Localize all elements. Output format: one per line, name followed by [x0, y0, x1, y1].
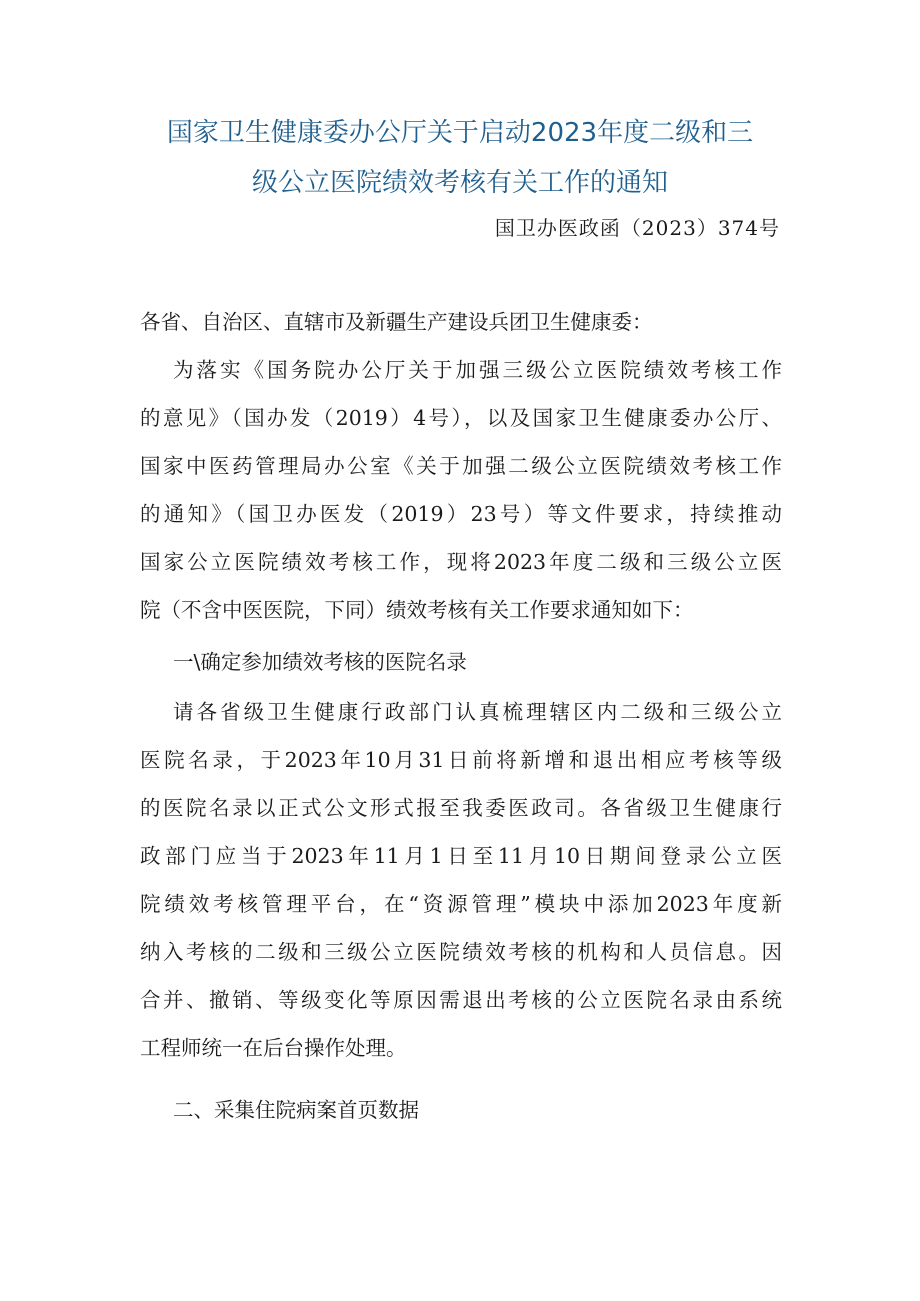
- doc-title-line-2: 级公立医院绩效考核有关工作的通知: [251, 168, 668, 198]
- intro-line-2: 的意见》（国办发（2019）4号），以及国家卫生健康委办公厅、: [140, 406, 782, 430]
- intro-line-4: 的通知》（国卫办医发（2019）23号）等文件要求，持续推动: [140, 502, 782, 526]
- salutation: 各省、自治区、直辖市及新疆生产建设兵团卫生健康委：: [140, 310, 653, 334]
- section-1-line-6: 纳入考核的二级和三级公立医院绩效考核的机构和人员信息。因: [140, 940, 782, 964]
- section-1-line-2: 医院名录，于2023年10月31日前将新增和退出相应考核等级: [140, 748, 782, 772]
- intro-line-3: 国家中医药管理局办公室《关于加强二级公立医院绩效考核工作: [140, 454, 782, 478]
- intro-line-6: 院（不含中医医院，下同）绩效考核有关工作要求通知如下：: [140, 598, 694, 622]
- section-2-heading: 二、采集住院病案首页数据: [173, 1098, 419, 1122]
- section-1-line-3: 的医院名录以正式公文形式报至我委医政司。各省级卫生健康行: [140, 796, 782, 820]
- section-1-line-7: 合并、撤销、等级变化等原因需退出考核的公立医院名录由系统: [140, 988, 782, 1012]
- section-1-line-8: 工程师统一在后台操作处理。: [140, 1036, 407, 1060]
- section-1-line-5: 院绩效考核管理平台，在“资源管理”模块中添加2023年度新: [140, 892, 782, 916]
- doc-title-line-1: 国家卫生健康委办公厅关于启动2023年度二级和三: [166, 118, 754, 148]
- section-1-line-1: 请各省级卫生健康行政部门认真梳理辖区内二级和三级公立: [173, 700, 782, 724]
- section-1-line-4: 政部门应当于2023年11月1日至11月10日期间登录公立医: [140, 844, 782, 868]
- doc-number: 国卫办医政函（2023）374号: [494, 216, 780, 240]
- intro-line-5: 国家公立医院绩效考核工作，现将2023年度二级和三级公立医: [140, 550, 782, 574]
- intro-line-1: 为落实《国务院办公厅关于加强三级公立医院绩效考核工作: [173, 358, 782, 382]
- section-1-heading: 一\确定参加绩效考核的医院名录: [173, 650, 467, 674]
